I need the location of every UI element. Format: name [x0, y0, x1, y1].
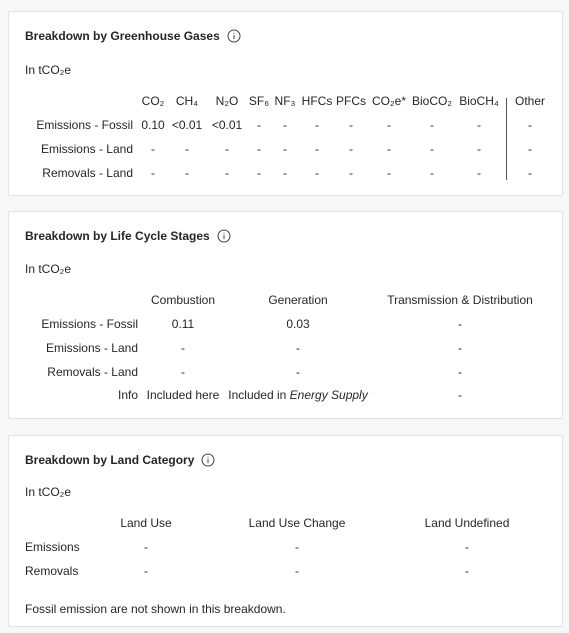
- table-cell: -: [225, 142, 229, 156]
- table-cell: -: [295, 564, 299, 578]
- col-header: CO₂e*: [371, 94, 407, 108]
- ghg-title: [25, 29, 241, 43]
- row-label: Removals - Land: [42, 166, 133, 180]
- lifecycle-title-text: Breakdown by Life Cycle Stages: [25, 229, 210, 243]
- ghg-title-text: Breakdown by Greenhouse Gases: [25, 29, 220, 43]
- table-cell: -: [430, 142, 434, 156]
- table-cell: -: [283, 142, 287, 156]
- info-td: -: [458, 388, 462, 402]
- table-cell: -: [477, 142, 481, 156]
- table-cell: -: [295, 540, 299, 554]
- table-cell: -: [315, 118, 319, 132]
- table-cell: -: [528, 166, 532, 180]
- table-cell: -: [144, 540, 148, 554]
- table-cell: -: [387, 118, 391, 132]
- table-cell: -: [387, 142, 391, 156]
- col-header: NF₃: [274, 94, 296, 108]
- table-cell: -: [151, 166, 155, 180]
- row-label: Emissions - Fossil: [36, 118, 133, 132]
- row-label: Removals - Land: [47, 365, 138, 379]
- table-cell: 0.10: [141, 118, 165, 132]
- info-combustion: Included here: [146, 388, 220, 402]
- row-label: Emissions - Land: [40, 142, 133, 156]
- col-header: BioCH₄: [459, 94, 499, 108]
- table-cell: -: [225, 166, 229, 180]
- table-cell: -: [283, 166, 287, 180]
- info-icon[interactable]: [227, 29, 241, 43]
- row-label: Emissions - Fossil: [41, 317, 138, 331]
- col-header: Land Use Change: [248, 516, 346, 530]
- table-cell: <0.01: [171, 118, 203, 132]
- table-cell: -: [349, 142, 353, 156]
- table-cell: -: [185, 166, 189, 180]
- land-unit: In tCO₂e: [25, 485, 72, 499]
- table-cell: -: [528, 118, 532, 132]
- col-header: Transmission & Distribution: [387, 293, 533, 307]
- info-generation-prefix: Included in: [228, 388, 290, 402]
- table-cell: <0.01: [211, 118, 243, 132]
- row-label: Emissions - Land: [45, 341, 138, 355]
- table-cell: -: [315, 142, 319, 156]
- table-cell: -: [296, 341, 300, 355]
- table-cell: -: [477, 166, 481, 180]
- land-title-text: Breakdown by Land Category: [25, 453, 195, 467]
- table-cell: -: [257, 118, 261, 132]
- table-cell: 0.11: [171, 317, 195, 331]
- table-cell: -: [430, 166, 434, 180]
- info-row-label: Info: [117, 388, 138, 402]
- col-header: SF₆: [248, 94, 270, 108]
- land-title: [25, 453, 215, 467]
- land-card: [8, 435, 563, 627]
- table-cell: -: [477, 118, 481, 132]
- table-cell: -: [458, 341, 462, 355]
- table-cell: -: [349, 118, 353, 132]
- table-cell: -: [430, 118, 434, 132]
- table-cell: -: [458, 365, 462, 379]
- table-cell: -: [349, 166, 353, 180]
- col-header: CH₄: [175, 94, 199, 108]
- ghg-card: [8, 11, 563, 196]
- col-header: PFCs: [336, 94, 366, 108]
- col-header: CO₂: [141, 94, 165, 108]
- table-cell: -: [257, 142, 261, 156]
- col-header: Generation: [268, 293, 328, 307]
- footnote: Fossil emission are not shown in this breakdown.: [25, 602, 286, 616]
- info-generation-link: Energy Supply: [289, 388, 368, 402]
- col-header: Land Undefined: [424, 516, 510, 530]
- col-header: N₂O: [215, 94, 239, 108]
- table-cell: -: [465, 540, 469, 554]
- ghg-unit: In tCO₂e: [25, 63, 72, 77]
- col-header: HFCs: [301, 94, 333, 108]
- table-cell: -: [257, 166, 261, 180]
- col-header: Other: [514, 94, 546, 108]
- table-cell: -: [181, 365, 185, 379]
- info-icon[interactable]: [201, 453, 215, 467]
- info-generation: [228, 388, 367, 402]
- table-cell: -: [528, 142, 532, 156]
- row-label: Emissions: [25, 540, 80, 554]
- table-cell: -: [458, 317, 462, 331]
- table-cell: -: [151, 142, 155, 156]
- col-header: Land Use: [120, 516, 172, 530]
- column-divider: [506, 98, 507, 180]
- table-cell: -: [465, 564, 469, 578]
- table-cell: 0.03: [286, 317, 310, 331]
- lifecycle-title: [25, 229, 231, 243]
- info-icon[interactable]: [217, 229, 231, 243]
- lifecycle-unit: In tCO₂e: [25, 262, 72, 276]
- table-cell: -: [315, 166, 319, 180]
- row-label: Removals: [25, 564, 79, 578]
- table-cell: -: [181, 341, 185, 355]
- table-cell: -: [185, 142, 189, 156]
- col-header: BioCO₂: [411, 94, 453, 108]
- col-header: Combustion: [150, 293, 216, 307]
- lifecycle-card: [8, 211, 563, 419]
- table-cell: -: [387, 166, 391, 180]
- table-cell: -: [144, 564, 148, 578]
- table-cell: -: [283, 118, 287, 132]
- table-cell: -: [296, 365, 300, 379]
